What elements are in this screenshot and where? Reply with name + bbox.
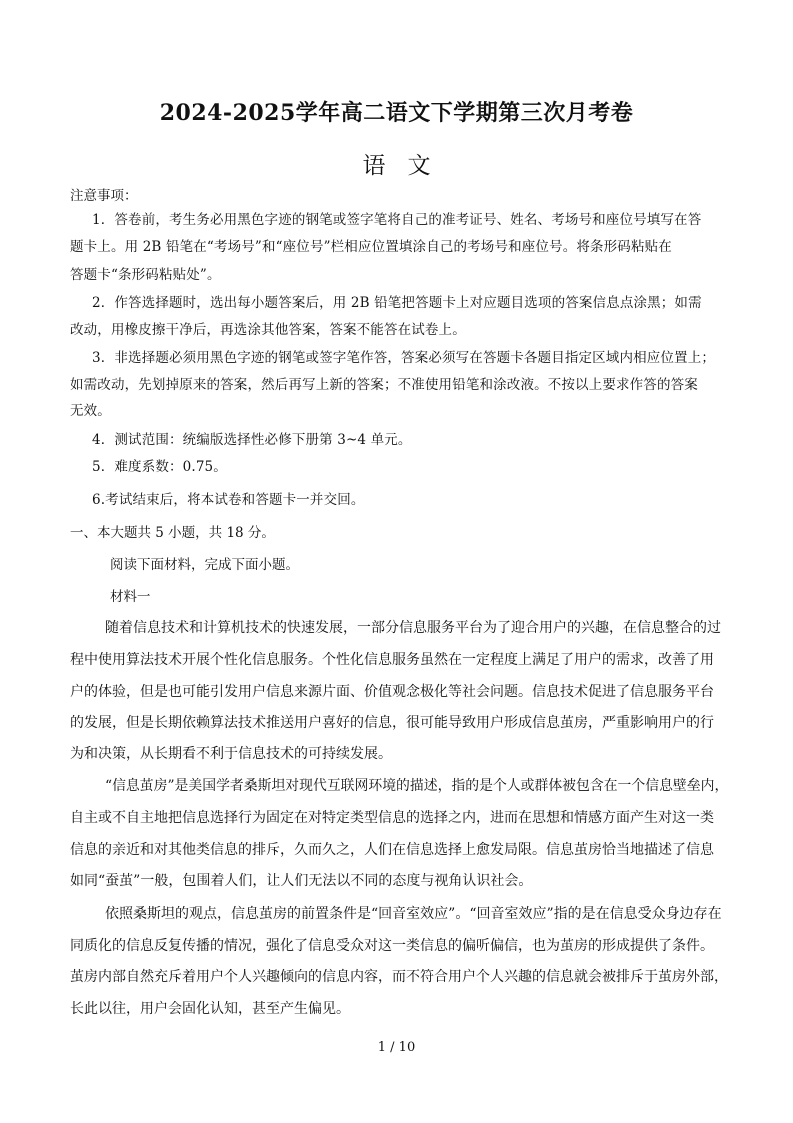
notice-item-5: 5．难度系数：0.75。 — [92, 459, 227, 475]
paragraph-2-line-1: “信息茧房”是美国学者桑斯坦对现代互联网环境的描述，指的是个人或群体被包含在一个信息壁垒内， — [105, 778, 729, 794]
paragraph-1-line-3: 户的体验，但是也可能引发用户信息来源片面、价值观念极化等社会问题。信息技术促进了信息服务平台 — [70, 684, 714, 700]
paragraph-2-line-2: 自主或不自主地把信息选择行为固定在对特定类型信息的选择之内，进而在思想和情感方面产生对这一类 — [70, 810, 714, 826]
notice-item-3-line-1: 3．非选择题必须用黑色字迹的钢笔或签字笔作答，答案必须写在答题卡各题目指定区域内相应位置上； — [92, 350, 715, 366]
paragraph-3-line-2: 同质化的信息反复传播的情况，强化了信息受众对这一类信息的偏听偏信，也为茧房的形成提供了条件。 — [70, 938, 714, 954]
notice-item-1-line-3: 答题卡“条形码粘贴处”。 — [70, 267, 221, 283]
notice-item-1-line-2: 题卡上。用 2B 铅笔在“考场号”和“座位号”栏相应位置填涂自己的考场号和座位号。将条形码粘贴在 — [70, 239, 672, 255]
notice-item-6: 6.考试结束后，将本试卷和答题卡一并交回。 — [92, 492, 365, 508]
notice-item-3-line-3: 无效。 — [70, 403, 111, 419]
notice-item-3-line-2: 如需改动，先划掉原来的答案，然后再写上新的答案；不准使用铅笔和涂改液。不按以上要求作答的答案 — [70, 377, 698, 393]
section-heading: 一、本大题共 5 小题，共 18 分。 — [70, 525, 275, 541]
page-number: 1 / 10 — [377, 1040, 416, 1055]
paragraph-3-line-1: 依照桑斯坦的观点，信息茧房的前置条件是“回音室效应”。“回音室效应”指的是在信息受众身边存在 — [105, 906, 722, 922]
paragraph-2-line-3: 信息的亲近和对其他类信息的排斥，久而久之，人们在信息选择上愈发局限。信息茧房恰当地描述了信息 — [70, 842, 714, 858]
material-label: 材料一 — [110, 589, 151, 605]
notice-item-2-line-2: 改动，用橡皮擦干净后，再选涂其他答案，答案不能答在试卷上。 — [70, 322, 466, 338]
paragraph-1-line-1: 随着信息技术和计算机技术的快速发展，一部分信息服务平台为了迎合用户的兴趣，在信息整合的过 — [105, 620, 721, 636]
notice-item-2-line-1: 2．作答选择题时，选出每小题答案后，用 2B 铅笔把答题卡上对应题目选项的答案信息点涂黑；如需 — [92, 295, 702, 311]
paragraph-1-line-4: 的发展，但是长期依赖算法技术推送用户喜好的信息，很可能导致用户形成信息茧房，严重影响用户的行 — [70, 715, 714, 731]
section-instruction: 阅读下面材料，完成下面小题。 — [110, 557, 299, 573]
exam-title: 2024-2025学年高二语文下学期第三次月考卷 — [159, 100, 634, 126]
notice-item-4: 4．测试范围：统编版选择性必修下册第 3~4 单元。 — [92, 432, 412, 448]
notice-heading: 注意事项： — [70, 188, 138, 204]
subject-title: 语文 — [362, 153, 453, 179]
paragraph-2-line-4: 如同“蚕茧”一般，包围着人们，让人们无法以不同的态度与视角认识社会。 — [70, 873, 533, 889]
paragraph-1-line-5: 为和决策，从长期看不利于信息技术的可持续发展。 — [70, 746, 392, 762]
paragraph-3-line-3: 茧房内部自然充斥着用户个人兴趣倾向的信息内容，而不符合用户个人兴趣的信息就会被排斥于茧房外部， — [70, 969, 728, 985]
paragraph-3-line-4: 长此以往，用户会固化认知，甚至产生偏见。 — [70, 1001, 350, 1017]
paragraph-1-line-2: 程中使用算法技术开展个性化信息服务。个性化信息服务虽然在一定程度上满足了用户的需求，改善了用 — [70, 652, 714, 668]
notice-item-1-line-1: 1．答卷前，考生务必用黑色字迹的钢笔或签字笔将自己的准考证号、姓名、考场号和座位号填写在答 — [92, 212, 702, 228]
